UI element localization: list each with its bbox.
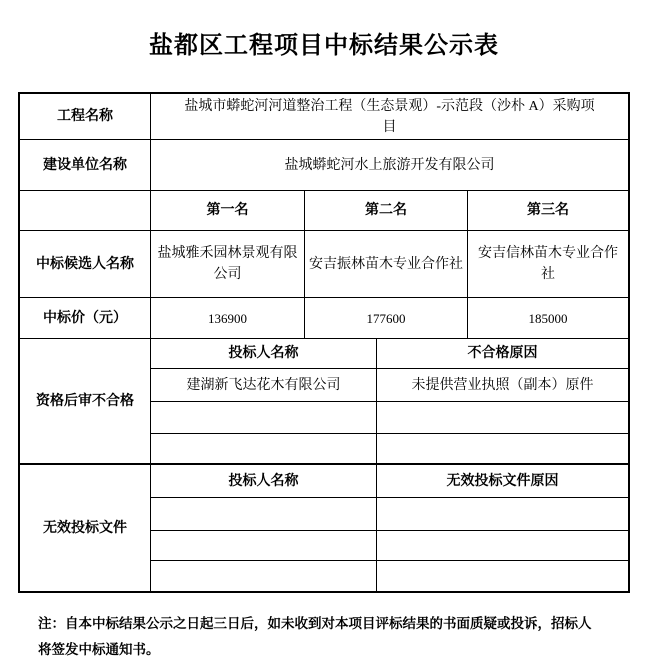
disqualified-label: 资格后审不合格 [20,339,151,463]
rank-header-row [20,191,628,231]
disqualified-reason-empty [377,402,628,433]
disqualified-header-row [151,339,628,369]
project-name-value: 盐城市蟒蛇河河道整治工程（生态景观）-示范段（沙朴 A）采购项目 [184,98,595,135]
disqualified-bidder-empty [151,402,377,433]
candidate-first: 盐城雅禾园林景观有限公司 [151,231,305,297]
disqualified-row [151,434,628,463]
disqualified-reason-header: 不合格原因 [467,346,538,361]
price-second: 177600 [305,298,468,338]
disqualified-bidder: 建湖新飞达花木有限公司 [151,369,377,401]
invalid-bidder-empty [151,561,377,591]
disqualified-row [151,402,628,434]
invalid-reason-empty [377,561,628,591]
rank-header-first: 第一名 [151,191,305,230]
invalid-bid-header-row [151,465,628,498]
disqualified-section [20,339,628,465]
candidates-row [20,231,628,298]
invalid-reason-empty [377,498,628,530]
owner-value: 盐城蟒蛇河水上旅游开发有限公司 [284,157,495,173]
invalid-bid-row [151,531,628,561]
invalid-reason-header: 无效投标文件原因 [446,473,559,489]
invalid-bidder-header: 投标人名称 [151,465,377,497]
disqualified-bidder-empty [151,434,377,463]
bid-result-table [18,92,630,593]
price-label: 中标价（元） [20,298,151,338]
rank-header-third: 第三名 [527,203,569,218]
rank-header-second: 第二名 [305,191,468,230]
project-name-row [20,94,628,140]
owner-row [20,140,628,191]
rank-header-spacer [20,191,151,230]
invalid-bid-label: 无效投标文件 [20,465,151,591]
invalid-bidder-empty [151,498,377,530]
disqualified-row [151,369,628,402]
candidate-second: 安吉振林苗木专业合作社 [305,231,468,297]
candidate-third: 安吉信林苗木专业合作社 [478,246,618,282]
owner-label: 建设单位名称 [20,140,151,190]
invalid-reason-empty [377,531,628,560]
invalid-bid-section [20,465,628,591]
footnote: 注：自本中标结果公示之日起三日后，如未收到对本项目评标结果的书面质疑或投诉，招标人将签发中标通知书。 [38,616,592,657]
price-first: 136900 [151,298,305,338]
candidates-label: 中标候选人名称 [20,231,151,297]
disqualified-reason-empty [377,434,628,463]
disqualified-reason: 未提供营业执照（副本）原件 [411,377,594,393]
invalid-bid-row [151,498,628,531]
disqualified-bidder-header: 投标人名称 [151,339,377,368]
page-title: 盐都区工程项目中标结果公示表 [149,33,499,59]
invalid-bid-row [151,561,628,591]
price-third: 185000 [528,310,568,326]
disqualified-subtable [151,339,628,463]
price-row [20,298,628,339]
invalid-bidder-empty [151,531,377,560]
project-name-label: 工程名称 [20,94,151,139]
invalid-bid-subtable [151,465,628,591]
